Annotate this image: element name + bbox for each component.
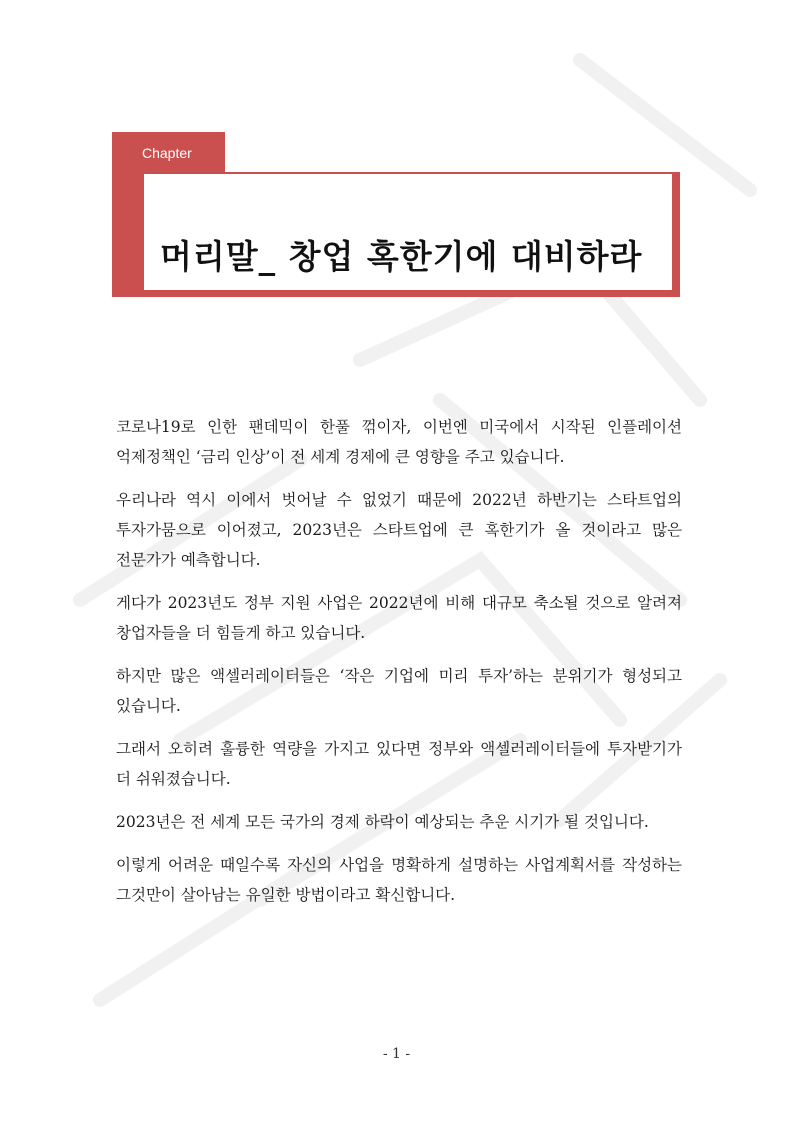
body-text: [116, 412, 682, 923]
paragraph: 게다가 2023년도 정부 지원 사업은 2022년에 비해 대규모 축소될 것으로 알려져 창업자들을 더 힘들게 하고 있습니다.: [116, 594, 682, 642]
title-box: [142, 172, 674, 292]
paragraph: 코로나19로 인한 팬데믹이 한풀 꺾이자, 이번엔 미국에서 시작된 인플레이션 억제정책인 ‘금리 인상’이 전 세계 경제에 큰 영향을 주고 있습니다.: [116, 418, 682, 466]
paragraph: 그래서 오히려 훌륭한 역량을 가지고 있다면 정부와 액셀러레이터들에 투자받기가 더 쉬워졌습니다.: [116, 740, 682, 788]
chapter-label: Chapter: [142, 145, 192, 161]
page-number: - 1 -: [382, 1046, 411, 1062]
paragraph: 이렇게 어려운 때일수록 자신의 사업을 명확하게 설명하는 사업계획서를 작성하는 그것만이 살아남는 유일한 방법이라고 확신합니다.: [116, 856, 682, 904]
chapter-header: [112, 132, 680, 297]
paragraph: 하지만 많은 액셀러레이터들은 ‘작은 기업에 미리 투자’하는 분위기가 형성되고 있습니다.: [116, 667, 682, 715]
paragraph: 우리나라 역시 이에서 벗어날 수 없었기 때문에 2022년 하반기는 스타트업의 투자가뭄으로 이어졌고, 2023년은 스타트업에 큰 혹한기가 올 것이라고 많은 전문가가 예측합니다.: [116, 491, 682, 569]
page-title: 머리말_ 창업 혹한기에 대비하라: [160, 236, 643, 276]
paragraph: 2023년은 전 세계 모든 국가의 경제 하락이 예상되는 추운 시기가 될 것입니다.: [116, 813, 649, 831]
